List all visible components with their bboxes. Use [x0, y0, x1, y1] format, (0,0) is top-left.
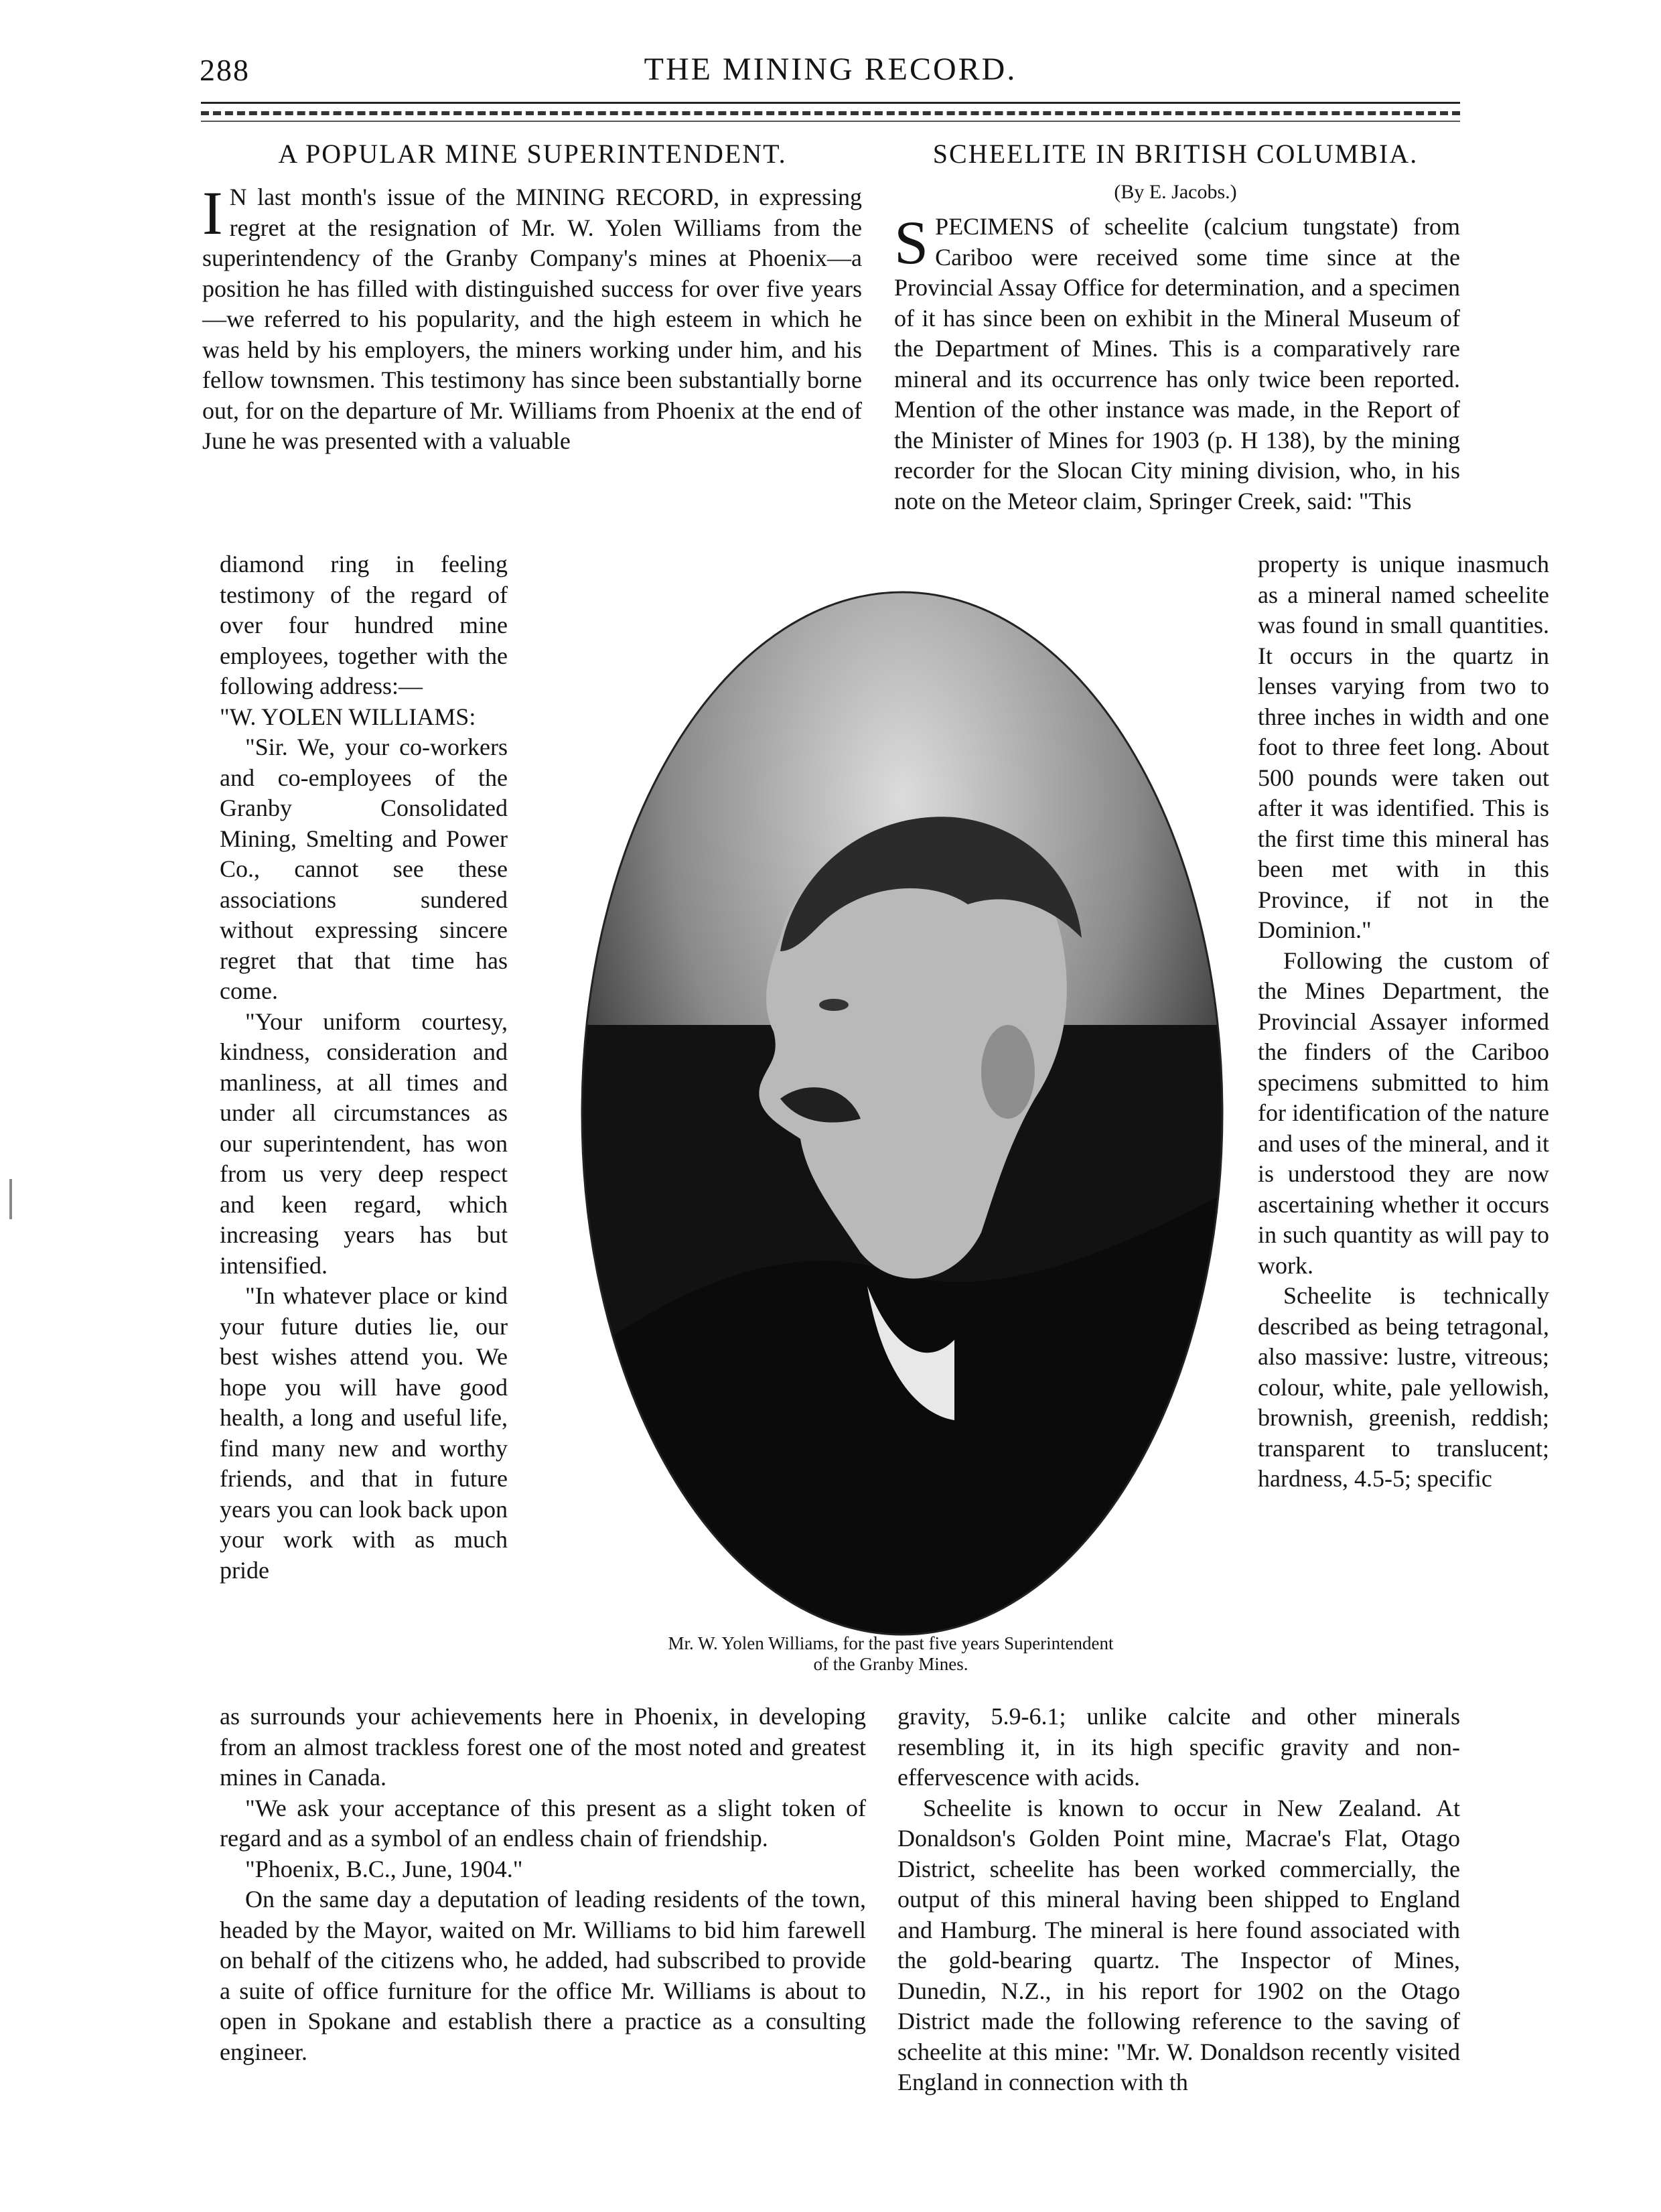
- portrait-photo: [579, 590, 1226, 1638]
- right-narrow-column: [1258, 549, 1549, 1495]
- right-narrow-paragraph-3: Scheelite is technically described as being tetragonal, also massive: lustre, vitreous; colour, white, pale yellowish, brownish, greenish, reddish; transparent to translucent; hardness, 4.5-5; specific: [1258, 1282, 1549, 1492]
- address-salutation: "W. YOLEN WILLIAMS:: [220, 703, 476, 730]
- header-rule-dashed: [201, 111, 1460, 115]
- right-narrow-paragraph-1: property is unique inasmuch as a mineral named scheelite was found in small quantities. It occurs in the quartz in lenses varying from two to three inches in width and one foot to three feet long. About 500 pounds were taken out after it was identified. This is the first time this mineral has been met with in this Province, if not in the Dominion.": [1258, 551, 1549, 943]
- journal-title: THE MINING RECORD.: [644, 52, 1017, 87]
- left-narrow-column: [220, 549, 508, 1586]
- right-intro-text: PECIMENS of scheelite (calcium tungstate) from Cariboo were received some time since at the Provincial Assay Office for determination, and a specimen of it has since been on exhibit in the Mineral Museum of the Department of Mines. This is a comparatively rare mineral and its occurrence has only twice been reported. Mention of the other instance was made, in the Report of the Minister of Mines for 1903 (p. H 138), by the mining recorder for the Slocan City mining division, who, in his note on the Meteor claim, Springer Creek, said: "This: [894, 213, 1460, 514]
- right-wide-paragraph-1: gravity, 5.9-6.1; unlike calcite and other minerals resembling it, in its high specific gravity and non-effervescence with acids.: [897, 1703, 1460, 1791]
- left-wide-paragraph-1: as surrounds your achievements here in Phoenix, in developing from an almost trackless forest one of the most noted and greatest mines in Canada.: [220, 1703, 866, 1791]
- left-wide-paragraph-2: "We ask your acceptance of this present as a slight token of regard and as a symbol of an endless chain of friendship.: [220, 1794, 866, 1852]
- left-narrow-paragraph-3: "Your uniform courtesy, kindness, consideration and manliness, at all times and under all circumstances as our superintendent, has won from us very deep respect and keen regard, which increasing years has but intensified.: [220, 1008, 508, 1279]
- left-narrow-paragraph-1: diamond ring in feeling testimony of the regard of over four hundred mine employees, together with the following address:—: [220, 551, 508, 699]
- left-article-heading: A POPULAR MINE SUPERINTENDENT.: [278, 139, 787, 169]
- portrait-caption-line-1: Mr. W. Yolen Williams, for the past five years Superintendent: [668, 1633, 1114, 1653]
- left-wide-paragraph-3: "Phoenix, B.C., June, 1904.": [245, 1855, 523, 1882]
- portrait-caption: [543, 1633, 1239, 1675]
- header-rule: [201, 102, 1460, 104]
- portrait-caption-line-2: of the Granby Mines.: [813, 1654, 968, 1674]
- header-rule-thin: [201, 121, 1460, 122]
- left-narrow-paragraph-2: "Sir. We, your co-workers and co-employees of the Granby Consolidated Mining, Smelting and Power Co., cannot see these associations sundered without expressing sincere regret that that time has come.: [220, 734, 508, 1004]
- right-narrow-paragraph-2: Following the custom of the Mines Department, the Provincial Assayer informed the finders of the Cariboo specimens submitted to him for identification of the nature and uses of the mineral, and it is understood they are now ascertaining whether it occurs in such quantity as will pay to work.: [1258, 947, 1549, 1279]
- right-article-heading: SCHEELITE IN BRITISH COLUMBIA.: [932, 139, 1419, 169]
- margin-scan-mark: [9, 1179, 12, 1219]
- right-article-byline: (By E. Jacobs.): [1114, 181, 1237, 203]
- right-wide-column: [897, 1702, 1460, 2098]
- left-intro-text: N last month's issue of the MINING RECORD, in expressing regret at the resignation of Mr. W. Yolen Williams from the superintendency of the Granby Company's mines at Phoenix—a position he has filled with distinguished success for over five years—we referred to his popularity, and the high esteem in which he was held by his employers, the miners working under him, and his fellow townsmen. This testimony has since been substantially borne out, for on the departure of Mr. Williams from Phoenix at the end of June he was presented with a valuable: [202, 184, 862, 454]
- right-drop-cap: S: [894, 208, 929, 277]
- right-intro-block: [894, 208, 1460, 516]
- left-intro-paragraph: [202, 179, 862, 457]
- page-number: 288: [200, 53, 250, 87]
- right-wide-paragraph-2: Scheelite is known to occur in New Zealand. At Donaldson's Golden Point mine, Macrae's Flat, Otago District, scheelite has been worked commercially, the output of this mineral having been shipped to England and Hamburg. The mineral is here found associated with the gold-bearing quartz. The Inspector of Mines, Dunedin, N.Z., in his report for 1902 on the Otago District made the following reference to the saving of scheelite at this mine: "Mr. W. Donaldson recently visited England in connection with th: [897, 1794, 1460, 2095]
- left-narrow-paragraph-4: "In whatever place or kind your future duties lie, our best wishes attend you. We hope you will have good health, a long and useful life, find many new and worthy friends, and that in future years you can look back upon your work with as much pride: [220, 1282, 508, 1584]
- left-intro-block: [202, 179, 862, 457]
- left-wide-column: [220, 1702, 866, 2067]
- right-intro-paragraph: [894, 208, 1460, 516]
- left-drop-cap: I: [202, 179, 223, 247]
- left-wide-paragraph-4: On the same day a deputation of leading residents of the town, headed by the Mayor, waited on Mr. Williams to bid him farewell on behalf of the citizens who, he added, had subscribed to provide a suite of office furniture for the office Mr. Williams is about to open in Spokane and establish there a practice as a consulting engineer.: [220, 1886, 866, 2065]
